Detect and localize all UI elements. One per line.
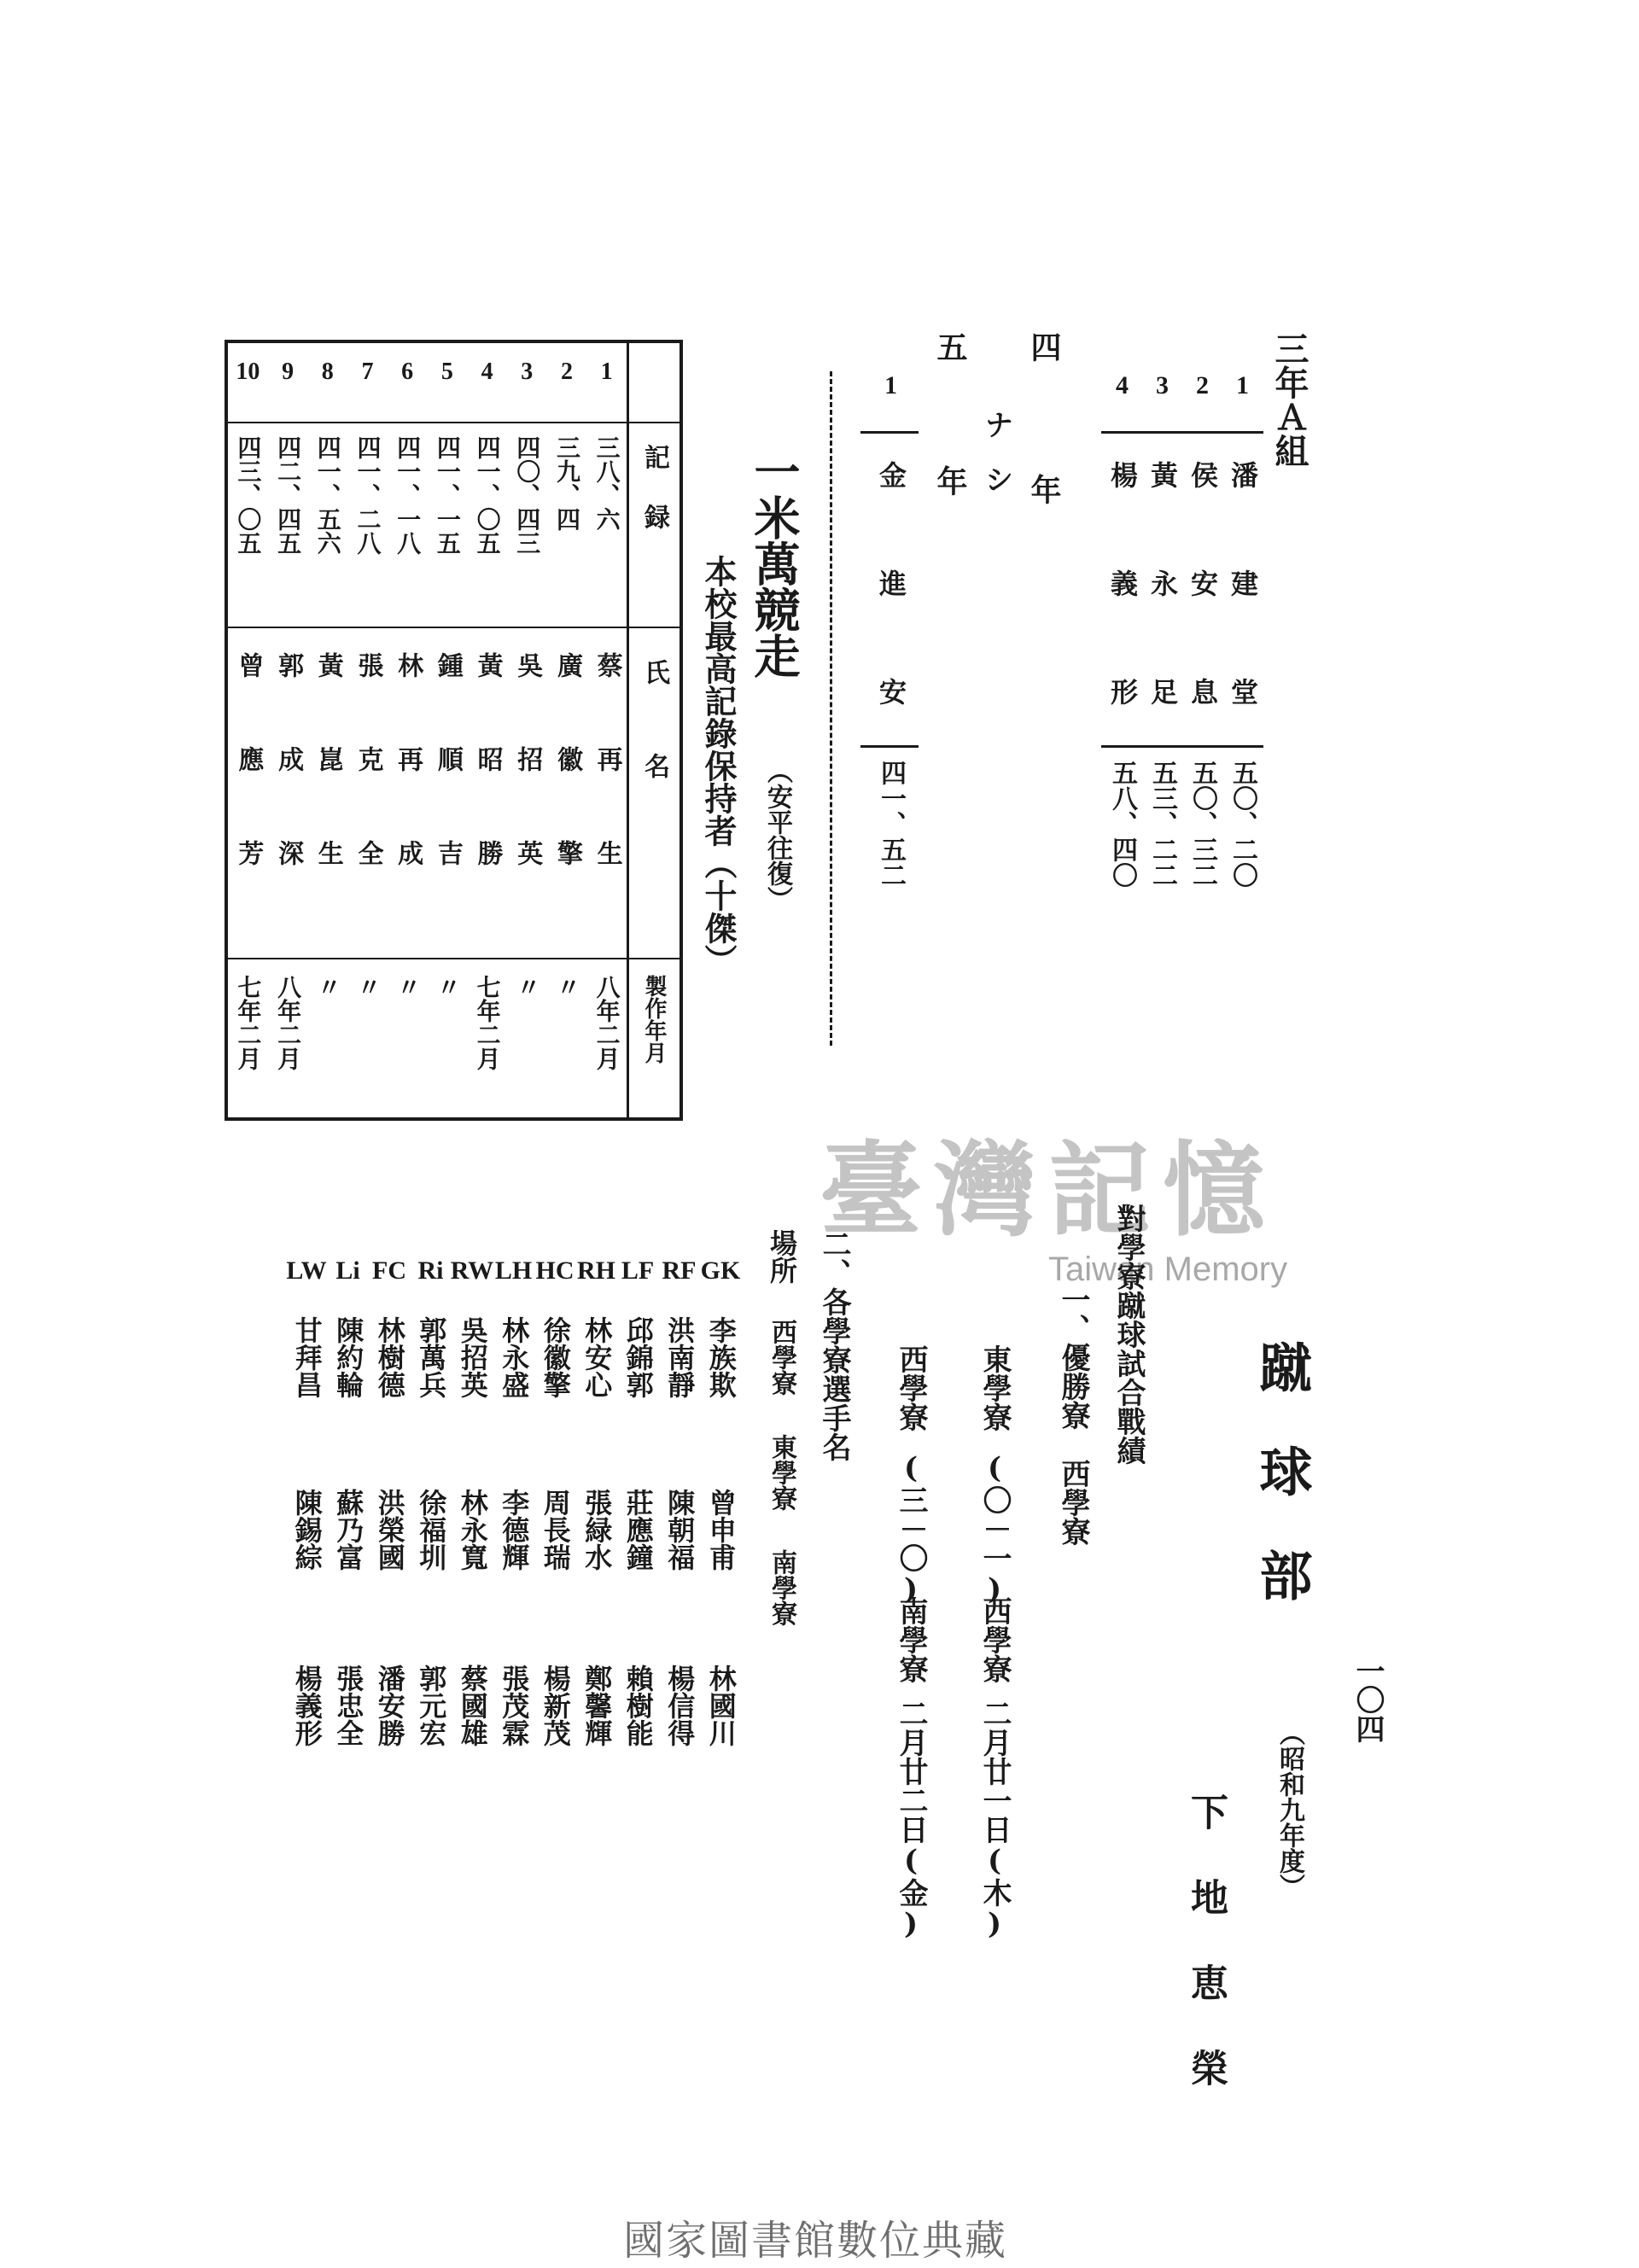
record-row	[547, 343, 587, 1117]
record-value: 四一、〇五	[473, 435, 502, 555]
record-value: 三八、六	[592, 435, 621, 531]
year5-heading-char1: 五	[932, 331, 968, 362]
lineup-column	[657, 1256, 702, 1786]
player-name: 曾申甫	[704, 1489, 738, 1571]
lineup-column	[698, 1256, 743, 1786]
year3-record: 五三、二二	[1147, 760, 1177, 888]
record-holder: 吳招英	[512, 652, 543, 934]
player-name: 洪榮國	[373, 1489, 406, 1571]
venue-dorm-1: 西學寮	[767, 1319, 796, 1396]
year3-name: 黃永足	[1146, 461, 1179, 786]
lineup-column	[367, 1256, 411, 1786]
record-holder: 蔡再生	[592, 652, 622, 934]
venue-dorm-2: 東學寮	[767, 1434, 796, 1511]
record-date: 〃	[433, 975, 462, 999]
record-title: 一米萬競走	[747, 448, 802, 679]
player-name: 楊新茂	[539, 1665, 572, 1746]
result-2-home: 西學寮	[894, 1344, 928, 1431]
record-row	[428, 343, 468, 1117]
year3-heading: 三年Ａ組	[1269, 331, 1309, 468]
result-1-date: 二月廿一日(木)	[977, 1699, 1012, 1941]
record-row	[307, 343, 347, 1117]
lineup-column	[450, 1256, 494, 1786]
record-rank: 9	[282, 359, 295, 385]
position-label: LF	[621, 1256, 655, 1285]
year5-rule-top	[860, 431, 919, 434]
player-name: 徐徽擎	[539, 1316, 572, 1398]
record-row	[467, 343, 507, 1117]
player-name: 郭元宏	[415, 1665, 448, 1746]
player-name: 賴樹能	[621, 1665, 655, 1746]
year3-record: 五〇、二〇	[1228, 760, 1257, 888]
record-holder: 黃昭勝	[472, 652, 503, 934]
year3-rank: 2	[1188, 371, 1216, 399]
record-header-column	[627, 343, 680, 1117]
section1-heading: 一、優勝寮 西學寮	[1056, 1285, 1090, 1546]
player-name: 甘拜昌	[290, 1316, 324, 1398]
player-name: 李德輝	[498, 1489, 531, 1571]
record-rank: 10	[236, 359, 260, 385]
record-holder: 張克全	[353, 652, 383, 934]
record-value: 四一、一五	[433, 435, 462, 555]
record-rank: 8	[321, 359, 334, 385]
section2-heading: 二、各學寮選手名	[817, 1229, 851, 1461]
player-name: 邱錦郭	[621, 1316, 655, 1398]
record-date: 八年二月	[592, 975, 621, 1070]
record-row	[507, 343, 547, 1117]
record-row	[586, 343, 627, 1117]
lineup-column	[615, 1256, 660, 1786]
result-2-away: 南學寮	[894, 1596, 928, 1683]
record-value: 四一、五六	[313, 435, 342, 555]
record-rank: 1	[600, 359, 613, 385]
lineup-column	[409, 1256, 453, 1786]
record-value: 四三、〇五	[234, 435, 263, 555]
record-rank: 5	[440, 359, 453, 385]
venue-label: 場所	[766, 1229, 798, 1284]
record-title-note: （安平往復）	[762, 758, 792, 912]
article-author: 下地恵榮	[1184, 1793, 1228, 2134]
venue-dorm-3: 南學寮	[767, 1549, 796, 1626]
player-name: 潘安勝	[373, 1665, 406, 1746]
record-value: 四〇、四三	[513, 435, 542, 555]
record-holder: 曾應芳	[233, 652, 264, 934]
player-name: 林永盛	[498, 1316, 531, 1398]
player-name: 林安心	[580, 1316, 614, 1398]
year3-name: 潘建堂	[1227, 461, 1259, 786]
result-2-date: 二月廿二日(金)	[894, 1699, 928, 1941]
player-name: 陳約輪	[332, 1316, 365, 1398]
record-rank: 2	[560, 359, 573, 385]
year5-name: 金進安	[875, 461, 907, 786]
player-name: 蔡國雄	[456, 1665, 489, 1746]
year5-record: 四一、五二	[876, 760, 906, 888]
year3-name: 楊義形	[1106, 461, 1139, 786]
record-value: 四二、四五	[274, 435, 303, 555]
player-name: 陳錫綜	[290, 1489, 324, 1571]
section1-subheading: 對學寮蹴球試合戰績	[1111, 1204, 1146, 1465]
player-name: 張茂霖	[498, 1665, 531, 1746]
record-date: 〃	[313, 975, 342, 999]
record-row	[347, 343, 388, 1117]
record-date: 〃	[552, 975, 581, 999]
year3-record: 五〇、三二	[1187, 760, 1217, 888]
header-date: 製作年月	[641, 975, 667, 1064]
position-label: Li	[335, 1256, 360, 1285]
player-name: 張緑水	[580, 1489, 614, 1571]
player-name: 楊信得	[663, 1665, 697, 1746]
year3-rank: 1	[1228, 371, 1257, 399]
position-label: RW	[450, 1256, 494, 1285]
record-holder: 黃崑生	[312, 652, 343, 934]
position-label: LH	[494, 1256, 533, 1285]
record-date: 八年二月	[274, 975, 303, 1070]
record-holder: 鍾順吉	[432, 652, 463, 934]
year5-rank: 1	[877, 371, 905, 399]
record-row	[268, 343, 308, 1117]
year3-name: 侯安息	[1187, 461, 1219, 786]
lineup-column	[533, 1256, 577, 1786]
result-1-away: 西學寮	[977, 1596, 1012, 1683]
year5-heading-char2: 年	[932, 465, 968, 496]
position-label: Ri	[417, 1256, 444, 1285]
player-name: 莊應鐘	[621, 1489, 655, 1571]
player-name: 林永寬	[456, 1489, 489, 1571]
year4-note: ナシ	[979, 410, 1013, 519]
year4-heading-char2: 年	[1026, 474, 1062, 504]
position-label: GK	[700, 1256, 741, 1285]
record-date: 七年二月	[234, 975, 263, 1070]
position-label: RH	[577, 1256, 615, 1285]
result-2-score: (三－〇)	[894, 1451, 928, 1606]
year3-rank: 4	[1108, 371, 1136, 399]
lineup-column	[492, 1256, 536, 1786]
result-1-score: (〇－一)	[977, 1451, 1012, 1606]
header-name: 氏名	[639, 659, 669, 847]
record-row	[228, 343, 268, 1117]
player-name: 蘇乃富	[332, 1489, 365, 1571]
player-name: 林樹德	[373, 1316, 406, 1398]
record-rank: 4	[481, 359, 493, 385]
record-date: 〃	[353, 975, 382, 999]
player-name: 郭萬兵	[415, 1316, 448, 1398]
record-date: 七年二月	[473, 975, 502, 1070]
lineup-column	[575, 1256, 619, 1786]
lineup-column	[326, 1256, 370, 1786]
record-rank: 6	[401, 359, 414, 385]
position-label: HC	[535, 1256, 575, 1285]
year3-record: 五八、四〇	[1107, 760, 1137, 888]
record-value: 四一、一八	[394, 435, 423, 555]
header-record: 記録	[639, 444, 669, 563]
record-holder: 林再成	[393, 652, 423, 934]
page-number: 一〇四	[1350, 1656, 1385, 1743]
player-name: 張忠全	[332, 1665, 365, 1746]
article-subtitle: （昭和九年度）	[1274, 1720, 1304, 1899]
position-label: LW	[286, 1256, 327, 1285]
player-name: 吳招英	[456, 1316, 489, 1398]
watermark-chinese: 臺灣記憶	[820, 1130, 1277, 1251]
record-holder: 郭成深	[273, 652, 304, 934]
player-name: 周長瑞	[539, 1489, 572, 1571]
position-label: FC	[372, 1256, 406, 1285]
dashed-separator	[830, 371, 832, 1046]
record-rank: 3	[521, 359, 534, 385]
article-title: 蹴球部	[1251, 1340, 1313, 1653]
lineup-column	[284, 1256, 329, 1786]
record-holder: 廣徽擎	[551, 652, 582, 934]
record-date: 〃	[513, 975, 542, 999]
watermark-english: Taiwan Memory	[1048, 1251, 1288, 1288]
record-value: 四一、二八	[353, 435, 382, 555]
player-name: 洪南靜	[663, 1316, 697, 1398]
record-table	[225, 340, 683, 1121]
footer-caption: 國家圖書館數位典藏	[623, 2217, 1008, 2265]
record-rank: 7	[361, 359, 374, 385]
player-name: 楊義形	[290, 1665, 324, 1746]
year3-rule-top	[1101, 431, 1263, 434]
record-row	[388, 343, 428, 1117]
year3-rank: 3	[1148, 371, 1176, 399]
position-label: RF	[662, 1256, 697, 1285]
year4-heading-char1: 四	[1026, 331, 1062, 362]
result-1-home: 東學寮	[977, 1344, 1012, 1431]
player-name: 徐福圳	[415, 1489, 448, 1571]
player-name: 鄭馨輝	[580, 1665, 614, 1746]
player-name: 李族欺	[704, 1316, 738, 1398]
record-date: 〃	[394, 975, 423, 999]
record-subtitle: 本校最高記錄保持者（十傑）	[699, 555, 738, 977]
player-name: 林國川	[704, 1665, 738, 1746]
record-value: 三九、四	[552, 435, 581, 531]
player-name: 陳朝福	[663, 1489, 697, 1571]
